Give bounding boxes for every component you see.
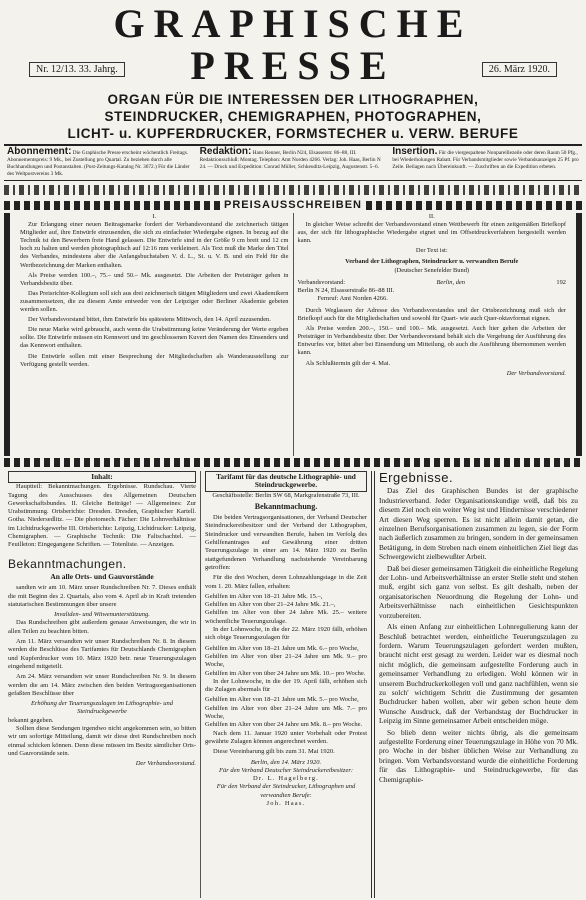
rate-row: Gehilfen im Alter von über 21–24 Jahre um Mk. 7.– pro Woche, [205, 704, 367, 721]
paragraph: Als Preise werden 200.–, 150.– und 100.– Mk. ausgesetzt. Auch hier gehen die Arbeiten der Preisträger in Verbandsbesitz über. Der Verbandsvorstand behält sich die Vergebung der Ausführung des Entwurfes vor, bittet aber bei Einsendung um Mitteilung, ob auch die Ausführung übernommen werden kann. [297, 325, 566, 357]
newspaper-page [4, 2, 582, 898]
text-label: Der Text ist: [415, 247, 448, 255]
ornament-border [366, 201, 582, 210]
contest-number: II. [428, 213, 435, 220]
letterhead-vorstand: Verbandsvorstand: [297, 278, 346, 286]
letterhead-line [298, 279, 567, 287]
paragraph: Daß bei dieser gemeinsamen Tätigkeit die einheitliche Regelung der Lohn- und Arbeitsverhältnisse an erster Stelle steht und stehen muß, ergibt sich ganz von selbst. Es gilt deshalb, neben der organisatorischen Neuordnung die Regelung der Lohn- und Arbeitsverhältnisse nach einheitlichen Gesichtspunkten vorzubereiten. [379, 563, 578, 620]
paragraph: Zur Erlangung einer neuen Beitragsmarke fordert der Verbandsvorstand die zeichnerisch tätigen Mitglieder auf, ihre Entwürfe einzusenden, die sich zu einfachster Wiedergabe eignen. In bezug auf die Technik ist den Bewerbern freie Hand gelassen. Die Entwürfe sind in der Größe 9 cm breit und 12 cm hoch zu halten und werden photographisch auf 12:16 mm verkleinert. Als Text muß die Marke den Titel des Verbandes, mindestens aber die Anfangsbuchstaben V. d. L., St. u. V. B. und ein Feld für die Wertbezeichnung der Marken enthalten. [20, 221, 289, 269]
paragraph: Die Entwürfe sollen mit einer Besprechung der Mitgliedschaften als Wanderausstellung zur Verfügung gestellt werden. [20, 352, 289, 368]
signatory-name: Dr. L. Hagelberg. [253, 775, 319, 783]
bekanntmachungen-title: Bekanntmachungen. [8, 556, 127, 571]
preisausschreiben-box [4, 213, 582, 456]
paragraph: Am 11. März versandten wir unser Rundschreiben Nr. 8. In diesem werden die Beschlüsse des Tarifamtes für Deutschlands Chemigraphen und Kupferdrucker vom 10. März 1920 betr. neue Teuerungszulagen eingehend mitgeteilt. [8, 638, 196, 670]
rate-row: Gehilfen im Alter von über 24 Jahre Mk. 25.– weitere wöchentliche Teuerungszulage. [205, 609, 367, 625]
tarifamt-header: Tarifamt für das deutsche Lithographie- und Steindruckgewerbe. [205, 471, 367, 492]
contest-column-2 [293, 213, 571, 456]
rate-row: Gehilfen im Alter von 18–21 Jahre um Mk. 6.– pro Woche, [205, 644, 359, 652]
paragraph: Das Ziel des Graphischen Bundes ist der graphische Industrieverband. Jeder Organisationskundige weiß, daß bis zu diesem Ziel noch ein weiter Weg ist und Hindernisse verschiedener Art diesen Weg sperren. Es ist nicht allein damit getan, die einzelnen Berufsorganisationen zusammen zu legen, sie der Form nach äußerlich zusammen zu bringen, sondern in der gemeinsamen Betätigung, in dem Streben nach einem einheitlichen Ziel liegt das Schwergewicht zielbewußter Arbeit. [379, 486, 578, 562]
paragraph: Als Schlußtermin gilt der 4. Mai. [305, 359, 391, 367]
ornament-border [4, 185, 582, 195]
signature: Der Verbandsvorstand. [135, 760, 196, 768]
rate-row: Gehilfen im Alter von über 21–24 Jahre Mk. 21.–, [205, 601, 336, 609]
paragraph: Das Preisrichter-Kollegium soll sich aus drei zeichnerisch tätigen Mitgliedern und zwei Akademikern zusammensetzen, die zu diesem Amte entweder von der Leipziger oder Berliner Akademie gebeten werden sollen. [20, 289, 289, 314]
contest-column-1 [16, 213, 293, 456]
abonnement-label: Abonnement: [7, 146, 72, 157]
abonnement-text: Die Graphische Presse erscheint wöchentlich Freitags. Abonnementspreis: 9 Mk., bei Zustellung pro Quartal. Zu beziehen durch alle Buchhandlungen und Postanstalten. (Post-Zeitungs-Katalog Nr. 3672.) Für die Länder des Weltpostvereins 3 Mk. [7, 150, 190, 177]
publication-info [4, 148, 582, 181]
paragraph: bekannt gegeben. [8, 716, 54, 724]
signatory-org: Für den Verband der Steindrucker, Lithographen und verwandten Berufe: [216, 783, 356, 799]
paragraph: Für die drei Wochen, deren Lohnzahlungstage in die Zeit vom 1. 20. März fallen, erhalten: [205, 574, 367, 590]
paragraph: Diese Vereinbarung gilt bis zum 31. Mai 1920. [213, 748, 335, 756]
paragraph: Als Preise werden 100.–, 75.– und 50.– Mk. ausgesetzt. Die Arbeiten der Preisträger gehen in Verbandsbesitz über. [20, 271, 289, 287]
signatory-org: Für den Verband Deutscher Steindruckereibesitzer: [218, 766, 354, 774]
rate-row: Gehilfen im Alter von 18–21 Jahre um Mk. 5.– pro Woche, [205, 696, 359, 704]
insertion-text: Für die viergespaltene Nonpareillezeile oder deren Raum 50 Pfg., bei Wiederholungen Rabatt. Für Verbandsmitglieder sowie Verbandsanzeigen 25 Pf. pro Zeile. Beilagen nach Übereinkunft. — Zuschriften an die Expedition erbeten. [392, 150, 579, 170]
organ-line: STEINDRUCKER, CHEMIGRAPHEN, PHOTOGRAPHEN, [104, 109, 482, 124]
bekanntmachungen-subtitle: An alle Orts- und Gauvorstände [50, 571, 154, 581]
column-right [375, 471, 582, 898]
paragraph: Durch Weglassen der Adresse des Verbandsvorstandes und der Ortsbezeichnung muß sich der Briefkopf auch für die Mitgliedschaften und sowohl für Quart- wie auch Quer-oktavformat eignen. [297, 306, 566, 323]
paragraph: Nach dem 11. Januar 1920 unter Vorbehalt oder Protest gewährte Zulagen können angerechnet werden. [205, 729, 367, 745]
issue-number: Nr. 12/13. 33. Jahrg. [29, 62, 125, 77]
column-left [4, 471, 200, 898]
masthead-title-top: GRAPHISCHE [113, 2, 473, 46]
masthead-title-bottom: PRESSE [190, 43, 396, 88]
paragraph: Die beiden Vertragsorganisationen, der Verband Deutscher Steindruckereibesitzer und der Verband der Lithographen, Steindrucker und verwandten Berufe, haben im Verfolg des Gehilfenantrages auf Gewährung einer dritten Teuerungszulage in einer am 14. März 1920 zu Berlin stattgefundenen Verhandlung nachstehende Vereinbarung getroffen: [205, 514, 367, 571]
paragraph: Am 24. März versandten wir unser Rundschreiben Nr. 9. In diesem werden die am 14. März zwischen den beiden Vertragsorganisationen gefaßten Beschlüsse über [8, 673, 196, 697]
preisausschreiben-header [4, 199, 582, 211]
letterhead-title: Verband der Lithographen, Steindrucker u. verwandten Berufe [345, 258, 519, 266]
paragraph: Als einen Anfang zur einheitlichen Lohnregulierung kann der Beschluß betrachtet werden, einheitliche Teuerungszulagen zu fordern. Warum Teuerungszulagen gefordert werden mußten, braucht nicht erst gesagt zu werden. Leider war es diesmal noch nicht möglich, die gemeinsam aufgestellte Forderung auch in gemeinsamer Verhandlung zu erledigen. Wohl können wir in unserem Buchdruckerkollegen voll und ganz nachfühlen, wenn sie zu solch' wichtigem Schritt die Zustimmung der gesamten Buchdrucker haben wollen, aber wir geben schon heute dem Wunsche Ausdruck, daß der Verbandstag der Buchdrucker in Leipzig im Sinne gemeinsamer Arbeit entscheiden möge. [379, 622, 578, 726]
insertion-label: Insertion. [392, 146, 438, 157]
redaktion-label: Redaktion: [199, 146, 252, 157]
insertion-box [389, 148, 582, 178]
rate-row: Gehilfen im Alter von 18–21 Jahre Mk. 15.–, [205, 592, 323, 600]
preisausschreiben-title: PREISAUSSCHREIBEN [223, 199, 363, 211]
divider [4, 144, 582, 146]
ornament-border [4, 458, 582, 467]
rate-row: Gehilfen im Alter von über 24 Jahre um Mk. 10.– pro Woche. [205, 669, 366, 677]
paragraph: Die neue Marke wird gebraucht, auch wenn die Urabstimmung keine Veränderung der Werte ergeben sollte. Die Entwürfe müssen ein Kennwort und im geschlossenen Kuvert den Namen des Einsenders und das Kennwort enthalten. [20, 326, 289, 350]
tarifamt-address: Geschäftsstelle: Berlin SW 68, Markgrafenstraße 73, III. [212, 491, 360, 499]
contest-number: I. [152, 213, 157, 220]
paragraph: In gleicher Weise schreibt der Verbandsvorstand einen Wettbewerb für einen zeitgemäßen Briefkopf aus, der sich für lithographische Wiedergabe eignet und im Offsetdruckverfahren hergestellt werden kann. [297, 221, 566, 245]
rate-row: Gehilfen im Alter von über 24 Jahre um Mk. 8.– pro Woche. [205, 721, 363, 729]
paragraph: So blieb denn weiter nichts übrig, als die gemeinsam aufgestellte Forderung einer Teuerungszulage in Höhe von 70 Mk. pro Woche in der bisher üblichen Weise zur Verhandlung zu bringen. Vom Verbandsvorstand wurde die einheitliche Forderung für das Lithographie- und Steindruckgewerbe, für das Chemigraphie- [379, 727, 578, 784]
inhalt-title: Inhalt: [8, 471, 196, 483]
inhalt-text: Hauptteil: Bekanntmachungen. Ergebnisse. Rundschau. Vierte Tagung des Ausschusses des Allgemeinen Deutschen Gewerkschaftsbundes. II. Gleiche Beiträge! — Allgemeines: Zur Urabstimmung. Ortsberichte: Dresden. Dresden, Graphischer Kartell. Gotha. Niedersedlitz. — Die photomech. Fächer: Die Lohnverhältnisse im Lichtdruckgewerbe III. Ortsberichte: Leipzig, Lichtdrucker: Leipzig, Chemigraphen. — Graphische Technik: Die Faltschachtel. — Feuilleton: Eingegangene Schriften. — Totenliste. — Anzeigen. [8, 483, 196, 549]
issue-date: 26. März 1920. [482, 62, 557, 77]
letterhead-address: Berlin N 24, Elsasserstraße 86–88 III. [297, 286, 395, 294]
letterhead-year: 192 [556, 278, 566, 286]
main-columns [4, 471, 582, 898]
abonnement-box [4, 148, 197, 178]
tarifamt-date: Berlin, den 14. März 1920. [250, 758, 322, 766]
letterhead-place: Berlin, den [436, 278, 465, 286]
redaktion-box [197, 148, 390, 178]
ergebnisse-title: Ergebnisse. [379, 471, 454, 485]
ornament-border [4, 201, 220, 210]
emphasis-line: Invaliden- und Witwenunterstützung. [54, 611, 150, 619]
paragraph: In der Lohnwoche, in die der 19. April fällt, erhöhen sich die Zulagen abermals für [205, 677, 367, 694]
rate-row: Gehilfen im Alter von über 21–24 Jahre um Mk. 9.– pro Woche, [205, 652, 367, 669]
organ-line: LICHT- u. KUPFERDRUCKER, FORMSTECHER u. VERW. BERUFE [67, 126, 519, 141]
redaktion-text: Hans Renner, Berlin N24, Elsasserstr. 86–88, III. Redaktionsschluß: Montag. Telephon: Amt Norden 4266. Verlag: Joh. Haas, Berlin N 24. — Druck und Expedition: Conrad Müller, Schkeuditz-Leipzig, Augustenstr. 5–6. [199, 150, 381, 170]
paragraph: Das Rundschreiben gibt außerdem genaue Anweisungen, die wir in allen Teilen zu beachten bitten. [8, 619, 196, 635]
column-middle [200, 471, 375, 898]
letterhead-phone: Fernruf: Amt Norden 4266. [317, 294, 388, 302]
signatory-name: Joh. Haas. [266, 799, 306, 807]
tarifamt-title: Bekanntmachung. [254, 501, 318, 511]
letterhead-subtitle: (Deutscher Senefelder Bund) [394, 266, 470, 274]
organ-subtitle [4, 91, 582, 142]
paragraph: Der Verbandsvorstand bittet, ihm Entwürfe bis spätestens Mittwoch, den 14. April zuzusenden. [28, 316, 271, 324]
emphasis-line: Erhöhung der Teuerungszulagen im Lithographie- und Steindruckgewerbe [30, 700, 174, 716]
paragraph: In der Lohnwoche, in die der 22. März 1920 fällt, erhöhen sich obige Teuerungszulagen für [205, 626, 367, 642]
organ-line: ORGAN FÜR DIE INTERESSEN DER LITHOGRAPHEN, [107, 92, 479, 107]
paragraph: Sollten diese Sendungen irgendwo nicht angekommen sein, so bitten wir um sofortige Mitteilung, damit wir diese drei Rundschreiben noch einmal schicken können. Denn diese müssen im Besitz sämtlicher Orts- und Gauvorstände sein. [8, 725, 196, 757]
signature: Der Verbandsvorstand. [506, 369, 566, 377]
paragraph: sandten wir am 10. März unser Rundschreiben Nr. 7. Dieses enthält die mit Beginn des 2. Quartals, also vom 4. April ab in Kraft tretenden statutarischen Bestimmungen über unsere [8, 584, 196, 608]
